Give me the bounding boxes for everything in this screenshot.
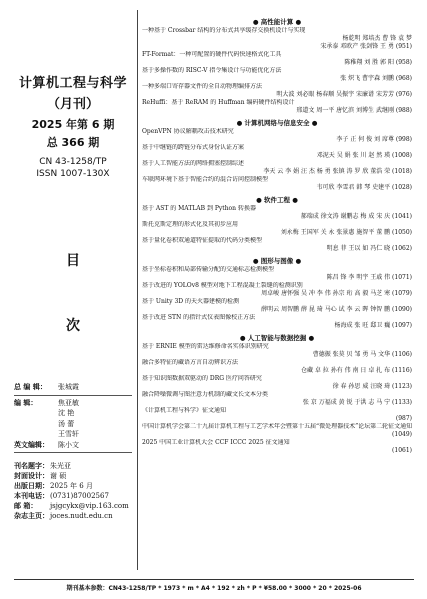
article-title: 基于量化卷积双通道特征提取的代码分类模型: [142, 237, 263, 244]
issue-line: 2025 年第 6 期: [31, 118, 115, 131]
article-title: 基于改进 STN 的指针式仪表图像校正方法: [142, 314, 256, 321]
toc-entry[interactable]: [142, 343, 412, 359]
table-of-contents: [142, 14, 412, 570]
toc-entry[interactable]: [142, 407, 412, 423]
chief-name: 张城霞: [58, 383, 79, 391]
article-authors: 郝瑞成 徐文涛 谢鹏志 梅 成 宋 庆 (1041): [300, 213, 412, 220]
toc-entry[interactable]: [142, 391, 412, 407]
phone-label: 本刊电话：: [14, 492, 49, 500]
pub-date-value: 2025 年 6 月: [50, 482, 93, 490]
editor-name: 焦亚敏: [58, 398, 79, 407]
toc-entry[interactable]: [142, 160, 412, 176]
section-heading: ● 图形与图像 ●: [252, 257, 302, 265]
article-authors: 韦可欣 李雪君 韩 琴 史建平 (1028): [316, 184, 412, 191]
editor-name: 汤 蕾: [58, 419, 75, 428]
toc-char-mu: 目: [66, 253, 80, 269]
journal-parameters: 期刊基本参数：CN43-1258/TP * 1973 * m * A4 * 192 * zh * P * ¥58.00 * 3000 * 20 * 2025-06: [14, 579, 414, 592]
article-title: 基于知识图数据双驱动的 DRG 医疗问答研究: [142, 375, 262, 382]
article-authors: 李子 正 何 俊 刘 席尊 (998): [336, 136, 412, 143]
article-title: 融合多特征的藏语方言自动辨识方法: [142, 359, 239, 366]
toc-entry[interactable]: [142, 205, 412, 221]
article-authors: 李天 云 李 娟 汪 杰 杨 勇 张镇 涛 罗 欣 董浩 荣 (1018): [263, 168, 412, 175]
chief-label: 总 编 辑：: [14, 383, 47, 391]
article-title: 车联网环境下基于智能合约的混合访问控制模型: [142, 176, 269, 183]
staff-block: [14, 382, 132, 521]
toc-char-ci: 次: [66, 318, 80, 334]
article-authors: 张 炽飞 曹宇森 刘鹏 (968): [340, 75, 412, 82]
article-authors: 宋承泰 邓欧产 张剑锋 王 勇 (951): [320, 43, 412, 50]
section-heading: ● 高性能计算 ●: [252, 18, 302, 26]
article-authors: 邓泥天 吴 娟 张 川 赵 然 瑛 (1008): [316, 152, 412, 159]
en-editor-label: 英文编辑：: [14, 440, 49, 449]
article-title: 基于多操作数的 RISC-V 指令集设计与功能优化方法: [142, 67, 282, 74]
toc-entry[interactable]: [142, 27, 412, 43]
web-value: joces.nudt.edu.cn: [50, 512, 113, 520]
journal-frequency: （月刊）: [46, 97, 99, 112]
toc-entry[interactable]: [142, 266, 412, 282]
toc-entry[interactable]: [142, 99, 412, 115]
toc-entry[interactable]: [142, 128, 412, 144]
article-authors: (987): [395, 415, 412, 422]
article-title: 基于 AST 的 MATLAB 到 Python 转换器: [142, 205, 256, 212]
cn-number: CN 43-1258/TP: [39, 157, 107, 167]
editor-name: 王雪轩: [58, 430, 79, 438]
cover-title-value: 朱光亚: [50, 462, 71, 470]
article-authors: 徐 春 孙思 威 汪晓 琦 (1123): [332, 383, 412, 390]
article-authors: 明大波 刘必眼 杨春顺 吴振宇 宋廉谱 宋芳芳 (976): [276, 91, 412, 98]
toc-entry[interactable]: [142, 282, 412, 298]
web-label: 杂志主页：: [14, 512, 49, 520]
article-authors: 陈稚翔 刘 胜 郭 阳 (958): [344, 59, 412, 66]
article-authors: 明息 菲 王以 如 冯仁 晓 (1062): [326, 245, 412, 252]
article-authors: 邢道文 周一平 唐忆滨 刘博生 武继刚 (988): [296, 107, 412, 114]
cover-design-value: 谢 硕: [50, 472, 67, 480]
article-title: 基于 Unity 3D 的天火器建模的检测: [142, 298, 239, 305]
article-title: 基于人工智能方法的网络拥塞控制综述: [142, 160, 245, 167]
cover-title-label: 刊名题字：: [14, 462, 49, 470]
article-title: FT-Format：一种可配置的硬件代码快速格式化工具: [142, 51, 282, 58]
toc-entry[interactable]: [142, 298, 412, 314]
toc-entry[interactable]: [142, 221, 412, 237]
article-authors: 周卓峻 唐怀强 吴 冲 李 伟 孙宗 珩 高 毅 马芝 寒 (1079): [261, 290, 412, 297]
article-title: 一种基于 Crossbar 结构的分布式共享缓存交换机设计与实现: [142, 27, 306, 34]
article-authors: 仓藏 卓 拉 孙有 伟 南 日 卓 扎 布 (1116): [300, 367, 412, 374]
article-authors: 杨乾明 郑培杰 曹 锋 袁 梦: [342, 35, 412, 42]
section-heading: ● 人工智能与数据挖掘 ●: [239, 334, 315, 342]
toc-entry[interactable]: [142, 144, 412, 160]
article-title: 一种多端口寄存器文件的全自动物理编排方法: [142, 83, 263, 90]
toc-entry[interactable]: [142, 51, 412, 67]
toc-entry[interactable]: [142, 67, 412, 83]
email-value: jsjgcykx@vip.163.com: [50, 502, 129, 510]
editor-label: 编 辑：: [14, 398, 38, 407]
cover-column: [14, 14, 132, 576]
journal-name: 计算机工程与科学: [18, 76, 127, 91]
toc-entry[interactable]: [142, 83, 412, 99]
toc-entry[interactable]: [142, 439, 412, 455]
toc-entry[interactable]: [142, 43, 412, 51]
toc-entry[interactable]: [142, 176, 412, 192]
article-title: 基于中继链的跨链分布式身份认证方案: [142, 144, 245, 151]
article-title: 基于 ERNIE 模型的雷达维修命名实体识别研究: [142, 343, 269, 350]
cover-design-label: 封面设计：: [14, 472, 49, 480]
article-authors: (1049): [392, 431, 412, 438]
article-title: 2025 中国工业计算机大会 CCF ICCC 2025 征文通知: [142, 439, 290, 446]
article-title: OpenVPN 协议解耦攻击技术研究: [142, 128, 234, 135]
phone-value: (0731)87002567: [50, 492, 109, 500]
article-title: ReHuffi：基于 ReRAM 的 Huffman 编码硬件结构设计: [142, 99, 295, 106]
editor-name: 沈 艳: [58, 409, 75, 417]
article-authors: (1061): [392, 447, 412, 454]
article-authors: 杨海成 张 旺 邸卫 巍 (1097): [334, 322, 412, 329]
article-title: 基于改进的 YOLOv8 模型对地下工程混凝土裂缝的检测识别: [142, 282, 303, 289]
article-title: 《计算机工程与科学》征文通知: [142, 407, 227, 414]
article-authors: 薛明云 周智鹏 薛 昆 琦 马心 试 李 云 晖 钟智 鹏 (1090): [261, 306, 412, 313]
pub-date-label: 出版日期：: [14, 482, 49, 490]
toc-entry[interactable]: [142, 359, 412, 375]
article-title: 融合降噪微调与图注意力机制的藏文长文本分类: [142, 391, 269, 398]
publication-info: [14, 461, 132, 521]
article-authors: 陈昌 锋 李 明宇 王戚 伟 (1071): [326, 274, 412, 281]
en-editor-name: 陈小文: [58, 440, 79, 449]
total-issue: 总 366 期: [46, 136, 100, 149]
article-title: 基于坐标卷积和局部传输分配的交通标志检测模型: [142, 266, 275, 273]
issn-number: ISSN 1007-130X: [36, 169, 110, 179]
section-heading: ● 软件工程 ●: [256, 196, 298, 204]
toc-entry[interactable]: [142, 375, 412, 391]
article-title: 中国计算机学会第二十九届计算机工程与工艺学术年会暨第十五届“微处理器技术”论坛第二轮征文通知: [142, 423, 412, 430]
email-label: 邮 箱：: [14, 502, 38, 510]
article-authors: 刘永梅 王国军 关 永 张景惠 施智平 董 鹏 (1050): [280, 229, 412, 236]
toc-entry[interactable]: [142, 237, 412, 253]
section-heading: ● 计算机网络与信息安全 ●: [236, 119, 318, 127]
article-authors: 曹德振 张莫 贝 邹 勇 马 文华 (1106): [312, 351, 412, 358]
toc-entry[interactable]: [142, 423, 412, 439]
toc-entry[interactable]: [142, 314, 412, 330]
column-divider: [137, 10, 138, 570]
article-authors: 张 京 万福成 黄 锐 于洪 志 马 宁 (1133): [302, 399, 412, 406]
article-title: 斯托克斯定理的形式化及其初步应用: [142, 221, 239, 228]
